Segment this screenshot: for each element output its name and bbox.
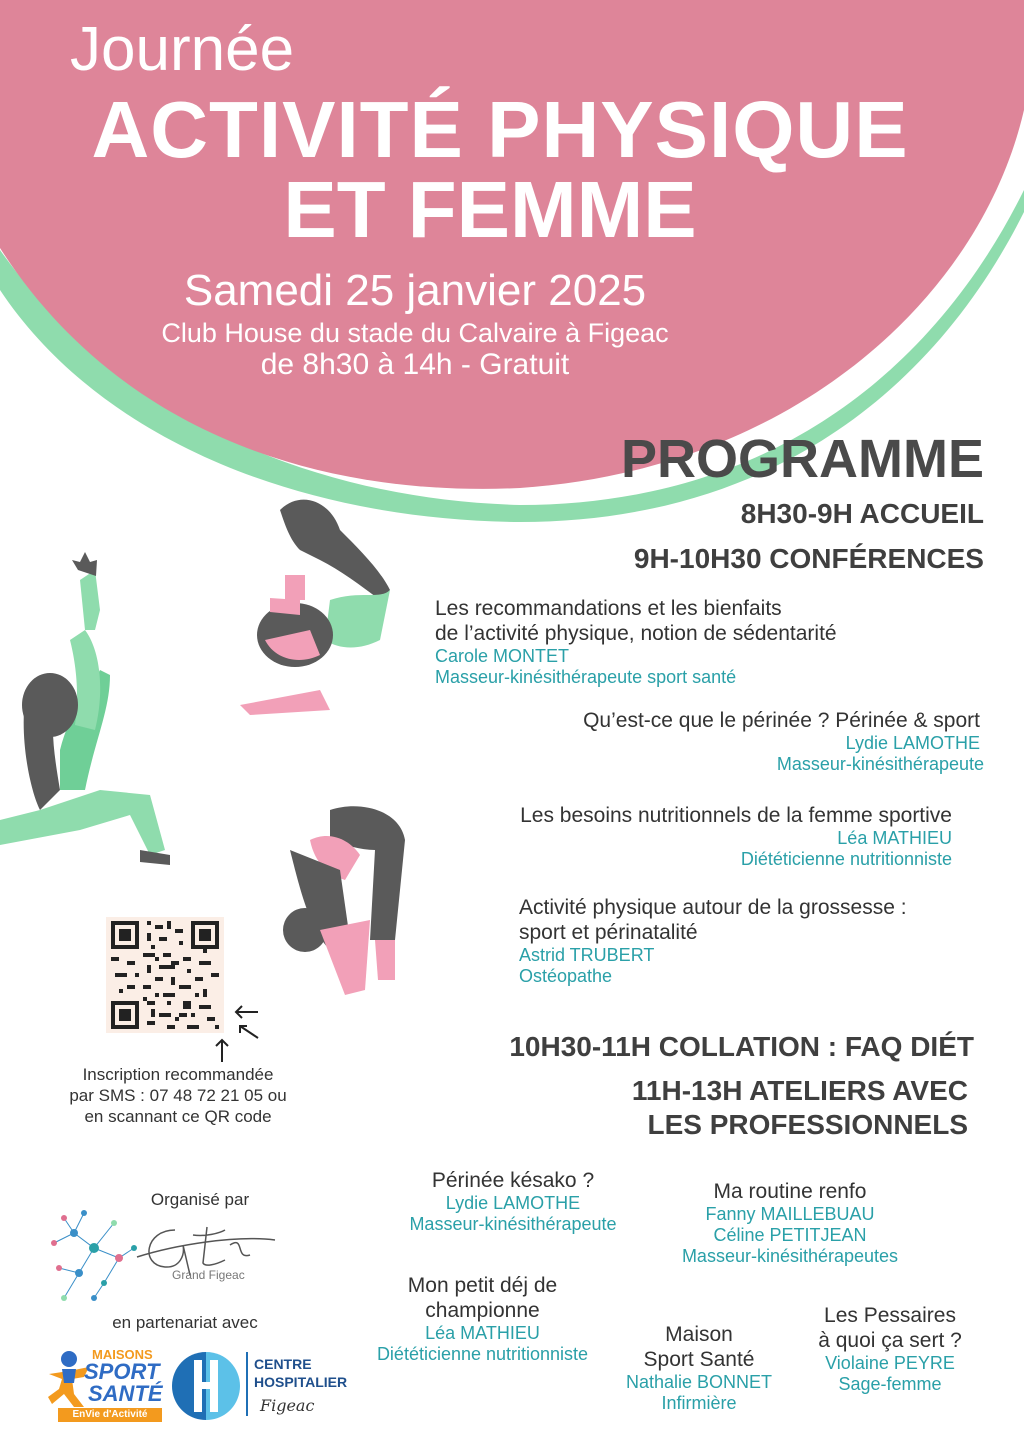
slot-conferences: 9H-10H30 CONFÉRENCES [633,543,984,574]
slot-ateliers [632,1074,968,1142]
mss-line3: SANTÉ [88,1381,163,1406]
mss-line2: SPORT [84,1359,160,1384]
talk-role: Masseur-kinésithérapeute sport santé [435,667,737,687]
talk-1 [435,596,995,688]
qr-code-pattern [106,917,224,1033]
talk-title-line1: Les recommandations et les bienfaits [435,597,782,620]
atelier-title-line1: Les Pessaires [824,1304,956,1327]
talk-3 [392,803,952,870]
atelier-title: Ma routine renfo [713,1180,867,1203]
atelier-role: Masseur-kinésithérapeute [409,1214,617,1234]
slot-collation: 10H30-11H COLLATION : FAQ DIÉT [509,1031,974,1062]
atelier-speaker-2: Céline PETITJEAN [713,1225,867,1245]
talk-title-line1: Activité physique autour de la grossesse : [519,896,907,919]
atelier-role: Diététicienne nutritionniste [376,1344,589,1364]
maisons-sport-sante-logo [44,1345,162,1423]
hospital-h-icon [170,1350,242,1422]
talk-speaker: Astrid TRUBERT [519,945,655,965]
ch-line2: HOSPITALIER [254,1374,348,1390]
arrow-icons [208,1000,268,1070]
talk-role: Ostéopathe [519,966,613,986]
talk-role: Diététicienne nutritionniste [740,849,952,869]
talk-title-line1: Les besoins nutritionnels de la femme sportive [520,804,952,827]
mss-tagline: EnVie d'Activité [58,1408,162,1422]
talk-role: Masseur-kinésithérapeute [776,754,984,774]
event-hours: de 8h30 à 14h - Gratuit [260,348,570,381]
backbend-figure-1 [240,500,390,715]
ch-line3: Figeac [260,1396,315,1415]
talk-title-line1: Qu’est-ce que le périnée ? Périnée & sport [583,709,980,732]
inscription-line1: Inscription recommandée [82,1065,274,1084]
atelier-speaker: Léa MATHIEU [425,1323,540,1343]
mss-line1: MAISONS [92,1347,153,1362]
ch-line1: CENTRE [254,1356,312,1372]
talk-speaker: Léa MATHIEU [837,828,952,848]
atelier-role: Masseur-kinésithérapeutes [681,1246,899,1266]
atelier-speaker: Violaine PEYRE [825,1353,955,1373]
backbend-figure-2 [283,806,405,995]
warrior-figure [0,552,170,865]
logo-divider [246,1352,248,1416]
slot-ateliers-line1: 11H-13H ATELIERS AVEC [631,1075,968,1106]
talk-speaker: Lydie LAMOTHE [845,733,980,753]
atelier-role: Infirmière [661,1393,737,1413]
inscription-line3: en scannant ce QR code [84,1107,272,1126]
slot-accueil: 8H30-9H ACCUEIL [740,498,984,529]
title-line2: ET FEMME [283,165,697,254]
atelier-4 [604,1322,794,1414]
event-location: Club House du stade du Calvaire à Figeac [161,318,669,348]
talk-4 [519,895,989,987]
journee-label: Journée [70,15,295,84]
atelier-title: Périnée késako ? [431,1169,595,1192]
atelier-title-line1: Maison [665,1323,733,1346]
atelier-2 [650,1179,930,1267]
talk-2 [464,708,984,775]
centre-hospitalier-logo [170,1346,348,1428]
atelier-title-line2: championne [425,1299,540,1322]
event-date: Samedi 25 janvier 2025 [183,266,647,315]
atelier-role: Sage-femme [838,1374,942,1394]
organise-par-label: Organisé par [150,1190,250,1209]
partenariat-label: en partenariat avec [112,1313,258,1332]
inscription-block [48,1064,308,1127]
atelier-5 [800,1303,980,1395]
programme-title: PROGRAMME [621,429,984,489]
network-logo-icon [44,1203,138,1303]
atelier-title-line2: à quoi ça sert ? [818,1329,962,1352]
atelier-1 [378,1168,648,1235]
talk-title-line2: sport et périnatalité [519,921,698,944]
inscription-line2: par SMS : 07 48 72 21 05 ou [69,1086,287,1105]
atelier-speaker: Fanny MAILLEBUAU [705,1204,875,1224]
talk-speaker: Carole MONTET [435,646,570,666]
slot-ateliers-line2: LES PROFESSIONNELS [647,1109,968,1140]
atelier-3 [345,1273,620,1365]
atelier-title-line2: Sport Santé [643,1348,755,1371]
talk-title-line2: de l’activité physique, notion de sédentarité [435,622,837,645]
atelier-speaker: Lydie LAMOTHE [445,1193,581,1213]
atelier-title-line1: Mon petit déj de [407,1274,558,1297]
title-line1: ACTIVITÉ PHYSIQUE [91,85,909,174]
atelier-speaker: Nathalie BONNET [625,1372,773,1392]
qr-code[interactable] [106,917,224,1033]
cpts-subtitle: Grand Figeac [172,1268,245,1282]
